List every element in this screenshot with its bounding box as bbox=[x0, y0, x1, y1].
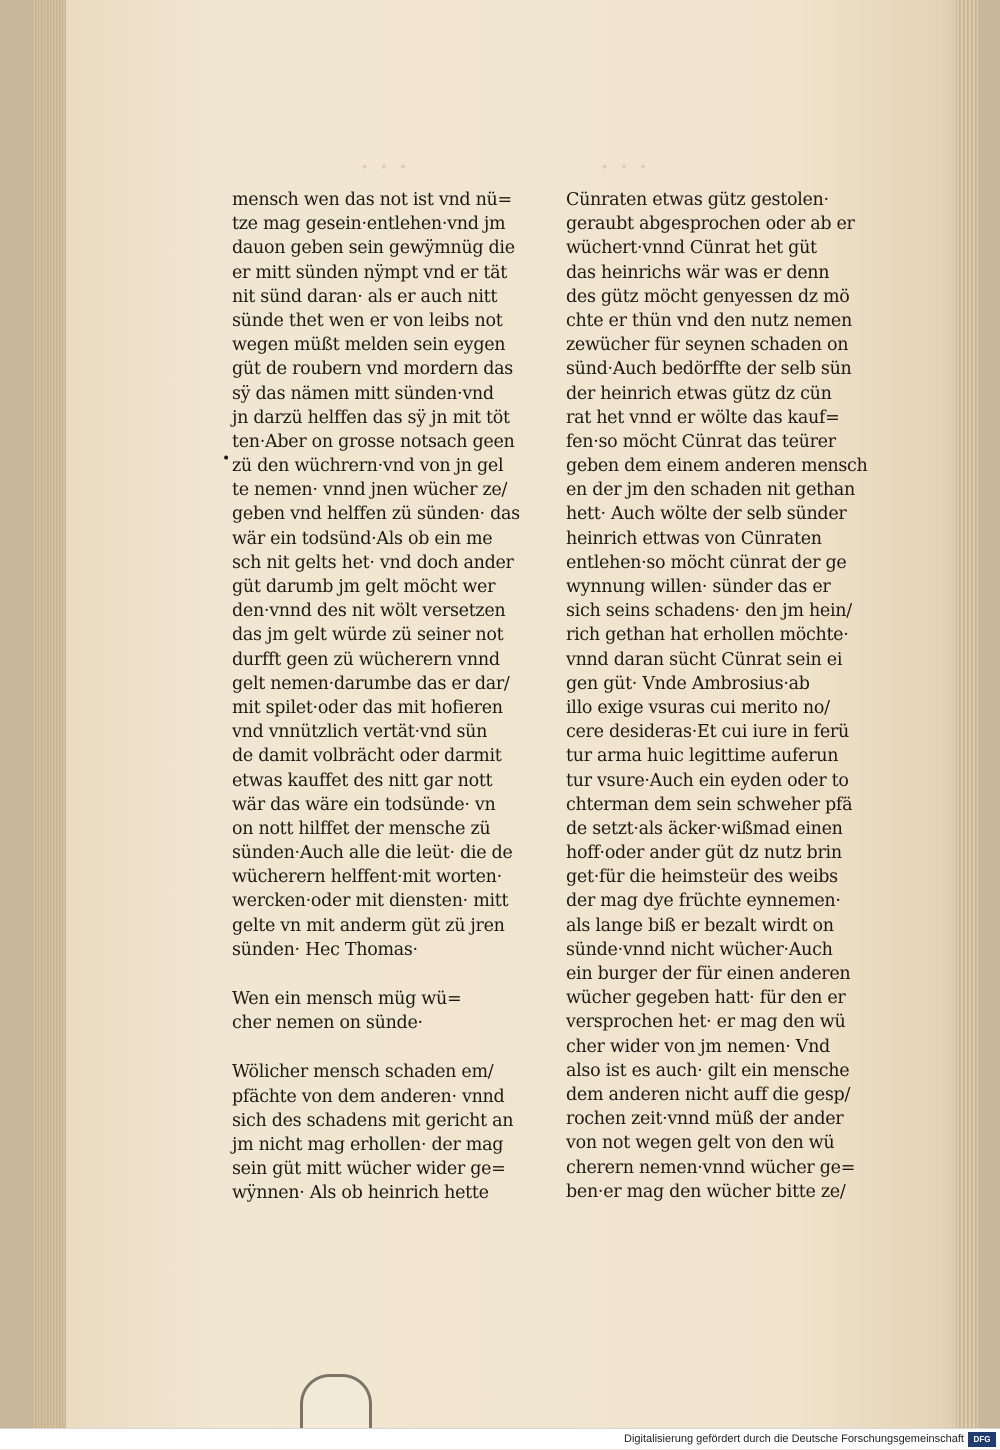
margin-dot: • bbox=[222, 451, 231, 467]
text-line: geben dem einem anderen mensch bbox=[566, 456, 868, 477]
section-heading-line: cher nemen on sünde· bbox=[232, 1013, 423, 1034]
text-line: hett· Auch wölte der selb sünder bbox=[566, 504, 847, 525]
section-heading-line: Wen ein mensch müg wü= bbox=[232, 989, 462, 1009]
text-line: geben vnd helffen zü sünden· das bbox=[232, 504, 520, 525]
text-line: ten·Aber on grosse notsach geen bbox=[232, 431, 515, 452]
text-line: wücherern helffent·mit worten· bbox=[232, 867, 502, 888]
text-line: sünden·Auch alle die leüt· die de bbox=[232, 843, 513, 864]
text-line: entlehen·so möcht cünrat der ge bbox=[566, 552, 847, 573]
text-line: de damit volbrächt oder darmit bbox=[232, 746, 502, 767]
text-line: sünde·vnnd nicht wücher·Auch bbox=[566, 939, 833, 960]
text-line: wegen müßt melden sein eygen bbox=[232, 335, 506, 356]
text-line: zewücher für seynen schaden on bbox=[566, 335, 849, 356]
text-line: nit sünd daran· als er auch nitt bbox=[232, 286, 498, 307]
funding-credit: Digitalisierung gefördert durch die Deutsche Forschungsgemeinschaft bbox=[624, 1433, 964, 1445]
show-through-left: · · · bbox=[360, 150, 408, 185]
text-line: wynnung willen· sünder das er bbox=[566, 577, 831, 597]
text-line: von not wegen gelt von den wü bbox=[566, 1133, 835, 1154]
text-line: güt darumb jm gelt möcht wer bbox=[232, 577, 496, 597]
text-line: er mitt sünden nÿmpt vnd er tät bbox=[232, 262, 507, 283]
text-line: mensch wen das not ist vnd nü= bbox=[232, 190, 512, 210]
text-line: wär das wäre ein todsünde· vn bbox=[232, 794, 496, 815]
text-line: dem anderen nicht auff die gesp/ bbox=[566, 1084, 851, 1105]
text-line: mit spilet·oder das mit hofieren bbox=[232, 697, 503, 718]
text-line: ein burger der für einen anderen bbox=[566, 964, 851, 984]
text-line: sünden· Hec Thomas· bbox=[232, 939, 418, 960]
paragraph-gap bbox=[232, 1035, 550, 1060]
text-line: sünde thet wen er von leibs not bbox=[232, 310, 503, 331]
text-line: des gütz möcht genyessen dz mö bbox=[566, 286, 850, 307]
text-line: sich seins schadens· den jm hein/ bbox=[566, 601, 852, 622]
show-through-right: · · · bbox=[600, 150, 648, 185]
text-line: als lange biß er bezalt wirdt on bbox=[566, 915, 834, 936]
text-line: chte er thün vnd den nutz nemen bbox=[566, 310, 852, 331]
page-holder-clip bbox=[300, 1374, 372, 1428]
text-line: get·für die heimsteür des weibs bbox=[566, 867, 838, 888]
text-line: cherern nemen·vnnd wücher ge= bbox=[566, 1157, 856, 1178]
text-line: en der jm den schaden nit gethan bbox=[566, 480, 855, 501]
text-line: de setzt·als äcker·wißmad einen bbox=[566, 818, 843, 839]
text-line: wÿnnen· Als ob heinrich hette bbox=[232, 1183, 489, 1204]
text-line: ben·er mag den wücher bitte ze/ bbox=[566, 1181, 846, 1202]
text-line: sich des schadens mit gericht an bbox=[232, 1110, 514, 1131]
text-line: on nott hilffet der mensche zü bbox=[232, 818, 491, 839]
paragraph-gap bbox=[232, 962, 550, 987]
text-line: hoff·oder ander güt dz nutz brin bbox=[566, 843, 842, 864]
right-text-column bbox=[566, 188, 884, 1204]
text-line: das heinrichs wär was er denn bbox=[566, 262, 830, 283]
text-line: etwas kauffet des nitt gar nott bbox=[232, 770, 493, 791]
text-line: gelt nemen·darumbe das er dar/ bbox=[232, 673, 510, 694]
text-line: sein güt mitt wücher wider ge= bbox=[232, 1159, 506, 1180]
text-line: zü den wüchrern·vnd von jn gel bbox=[232, 456, 504, 477]
text-line: Wölicher mensch schaden em/ bbox=[232, 1062, 494, 1083]
text-line: pfächte von dem anderen· vnnd bbox=[232, 1086, 505, 1107]
text-line: sch nit gelts het· vnd doch ander bbox=[232, 552, 514, 573]
text-line: dauon geben sein gewÿmnüg die bbox=[232, 238, 515, 259]
text-line: tur arma huic legittime auferun bbox=[566, 746, 839, 767]
text-line: cere desideras·Et cui iure in ferü bbox=[566, 722, 849, 743]
text-line: illo exige vsuras cui merito no/ bbox=[566, 697, 830, 718]
text-line: versprochen het· er mag den wü bbox=[566, 1012, 846, 1033]
text-line: wücher gegeben hatt· für den er bbox=[566, 988, 846, 1009]
text-line: vnd vnnützlich vertät·vnd sün bbox=[232, 722, 488, 743]
text-line: das jm gelt würde zü seiner not bbox=[232, 625, 504, 646]
text-line: chterman dem sein schweher pfä bbox=[566, 794, 853, 815]
text-line: tze mag gesein·entlehen·vnd jm bbox=[232, 214, 506, 235]
text-line: rochen zeit·vnnd müß der ander bbox=[566, 1109, 844, 1130]
left-text-column bbox=[232, 188, 550, 1206]
text-line: rich gethan hat erhollen möchte· bbox=[566, 625, 849, 646]
text-line: jm nicht mag erhollen· der mag bbox=[232, 1134, 504, 1155]
text-line: wär ein todsünd·Als ob ein me bbox=[232, 528, 493, 549]
text-line: gen güt· Vnde Ambrosius·ab bbox=[566, 673, 810, 694]
page-edges-right bbox=[956, 0, 978, 1428]
text-line: wercken·oder mit diensten· mitt bbox=[232, 891, 509, 912]
text-line: vnnd daran sücht Cünrat sein ei bbox=[566, 649, 843, 670]
dfg-logo-icon: DFG bbox=[968, 1432, 996, 1447]
text-line: geraubt abgesprochen oder ab er bbox=[566, 214, 855, 235]
text-line: also ist es auch· gilt ein mensche bbox=[566, 1060, 850, 1081]
text-line: tur vsure·Auch ein eyden oder to bbox=[566, 770, 849, 791]
text-line: te nemen· vnnd jnen wücher ze/ bbox=[232, 480, 508, 501]
text-line: jn darzü helffen das sÿ jn mit töt bbox=[232, 407, 510, 428]
text-line: gelte vn mit anderm güt zü jren bbox=[232, 915, 505, 936]
footer-bar bbox=[0, 1428, 1000, 1449]
text-line: Cünraten etwas gütz gestolen· bbox=[566, 190, 829, 210]
text-line: fen·so möcht Cünrat das teürer bbox=[566, 431, 836, 452]
text-line: wüchert·vnnd Cünrat het güt bbox=[566, 238, 817, 259]
text-line: den·vnnd des nit wölt versetzen bbox=[232, 601, 506, 622]
text-line: güt de roubern vnd mordern das bbox=[232, 359, 513, 380]
text-line: sünd·Auch bedörffte der selb sün bbox=[566, 359, 852, 380]
text-line: heinrich ettwas von Cünraten bbox=[566, 528, 822, 549]
text-line: cher wider von jm nemen· Vnd bbox=[566, 1036, 830, 1057]
text-line: rat het vnnd er wölte das kauf= bbox=[566, 407, 840, 428]
page-edges-left bbox=[32, 0, 66, 1428]
text-line: der heinrich etwas gütz dz cün bbox=[566, 383, 832, 404]
text-line: sÿ das nämen mitt sünden·vnd bbox=[232, 383, 494, 404]
text-line: durfft geen zü wücherern vnnd bbox=[232, 649, 500, 670]
text-line: der mag dye früchte eynnemen· bbox=[566, 891, 841, 912]
